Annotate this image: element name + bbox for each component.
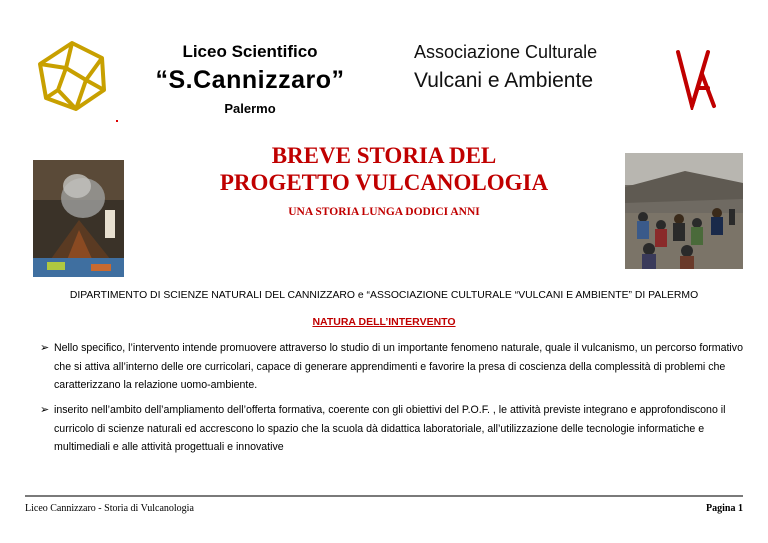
list-item (40, 401, 754, 457)
page-title-line2: PROGETTO VULCANOLOGIA (219, 170, 549, 195)
association-logo-icon (648, 48, 740, 110)
page-number: Pagina 1 (706, 503, 743, 514)
school-logo-icon (36, 40, 108, 112)
arrow-bullet-icon: ➢ (40, 342, 50, 354)
decorative-dot (116, 120, 118, 122)
department-line: DIPARTIMENTO DI SCIENZE NATURALI DEL CANNIZZARO e “ASSOCIAZIONE CULTURALE “VULCANI E AMBIENTE” DI PALERMO (69, 290, 699, 301)
page-subtitle: UNA STORIA LUNGA DODICI ANNI (288, 206, 480, 218)
list-item-text: inserito nell’ambito dell’ampliamento dell’offerta formativa, coerente con gli obiettivi del P.O.F. , le attività previste integrano e approfondiscono il curricolo di scienze naturali ed accrescono lo spazio che la scuola dà didattica laboratoriale, all’utilizzazione delle tecnologie informatiche e multimediali e alle attività progettuali e innovative (54, 404, 726, 453)
school-city: Palermo (224, 101, 276, 116)
footer-divider (25, 495, 743, 497)
students-field-trip-photo (625, 153, 743, 269)
section-heading: NATURA DELL’INTERVENTO (312, 316, 456, 328)
association-name-line2: Vulcani e Ambiente (414, 69, 594, 92)
list-item-text: Nello specifico, l’intervento intende promuovere attraverso lo studio di un importante fenomeno naturale, quale il vulcanismo, un percorso formativo che si attiva all’interno delle ore curricolari, capace di generare apprendimenti e favorire la presa di coscienza della complessità di problemi che caratterizzano la relazione uomo-ambiente. (54, 342, 743, 391)
school-name-line1: Liceo Scientifico (182, 42, 318, 61)
school-name-line2: “S.Cannizzaro” (155, 66, 345, 94)
page-title-line1: BREVE STORIA DEL (271, 143, 497, 168)
association-name-line1: Associazione Culturale (414, 42, 598, 62)
footer-document-title: Liceo Cannizzaro - Storia di Vulcanologia (25, 503, 194, 514)
arrow-bullet-icon: ➢ (40, 404, 50, 416)
list-item (40, 339, 754, 395)
volcano-model-photo (33, 160, 124, 277)
